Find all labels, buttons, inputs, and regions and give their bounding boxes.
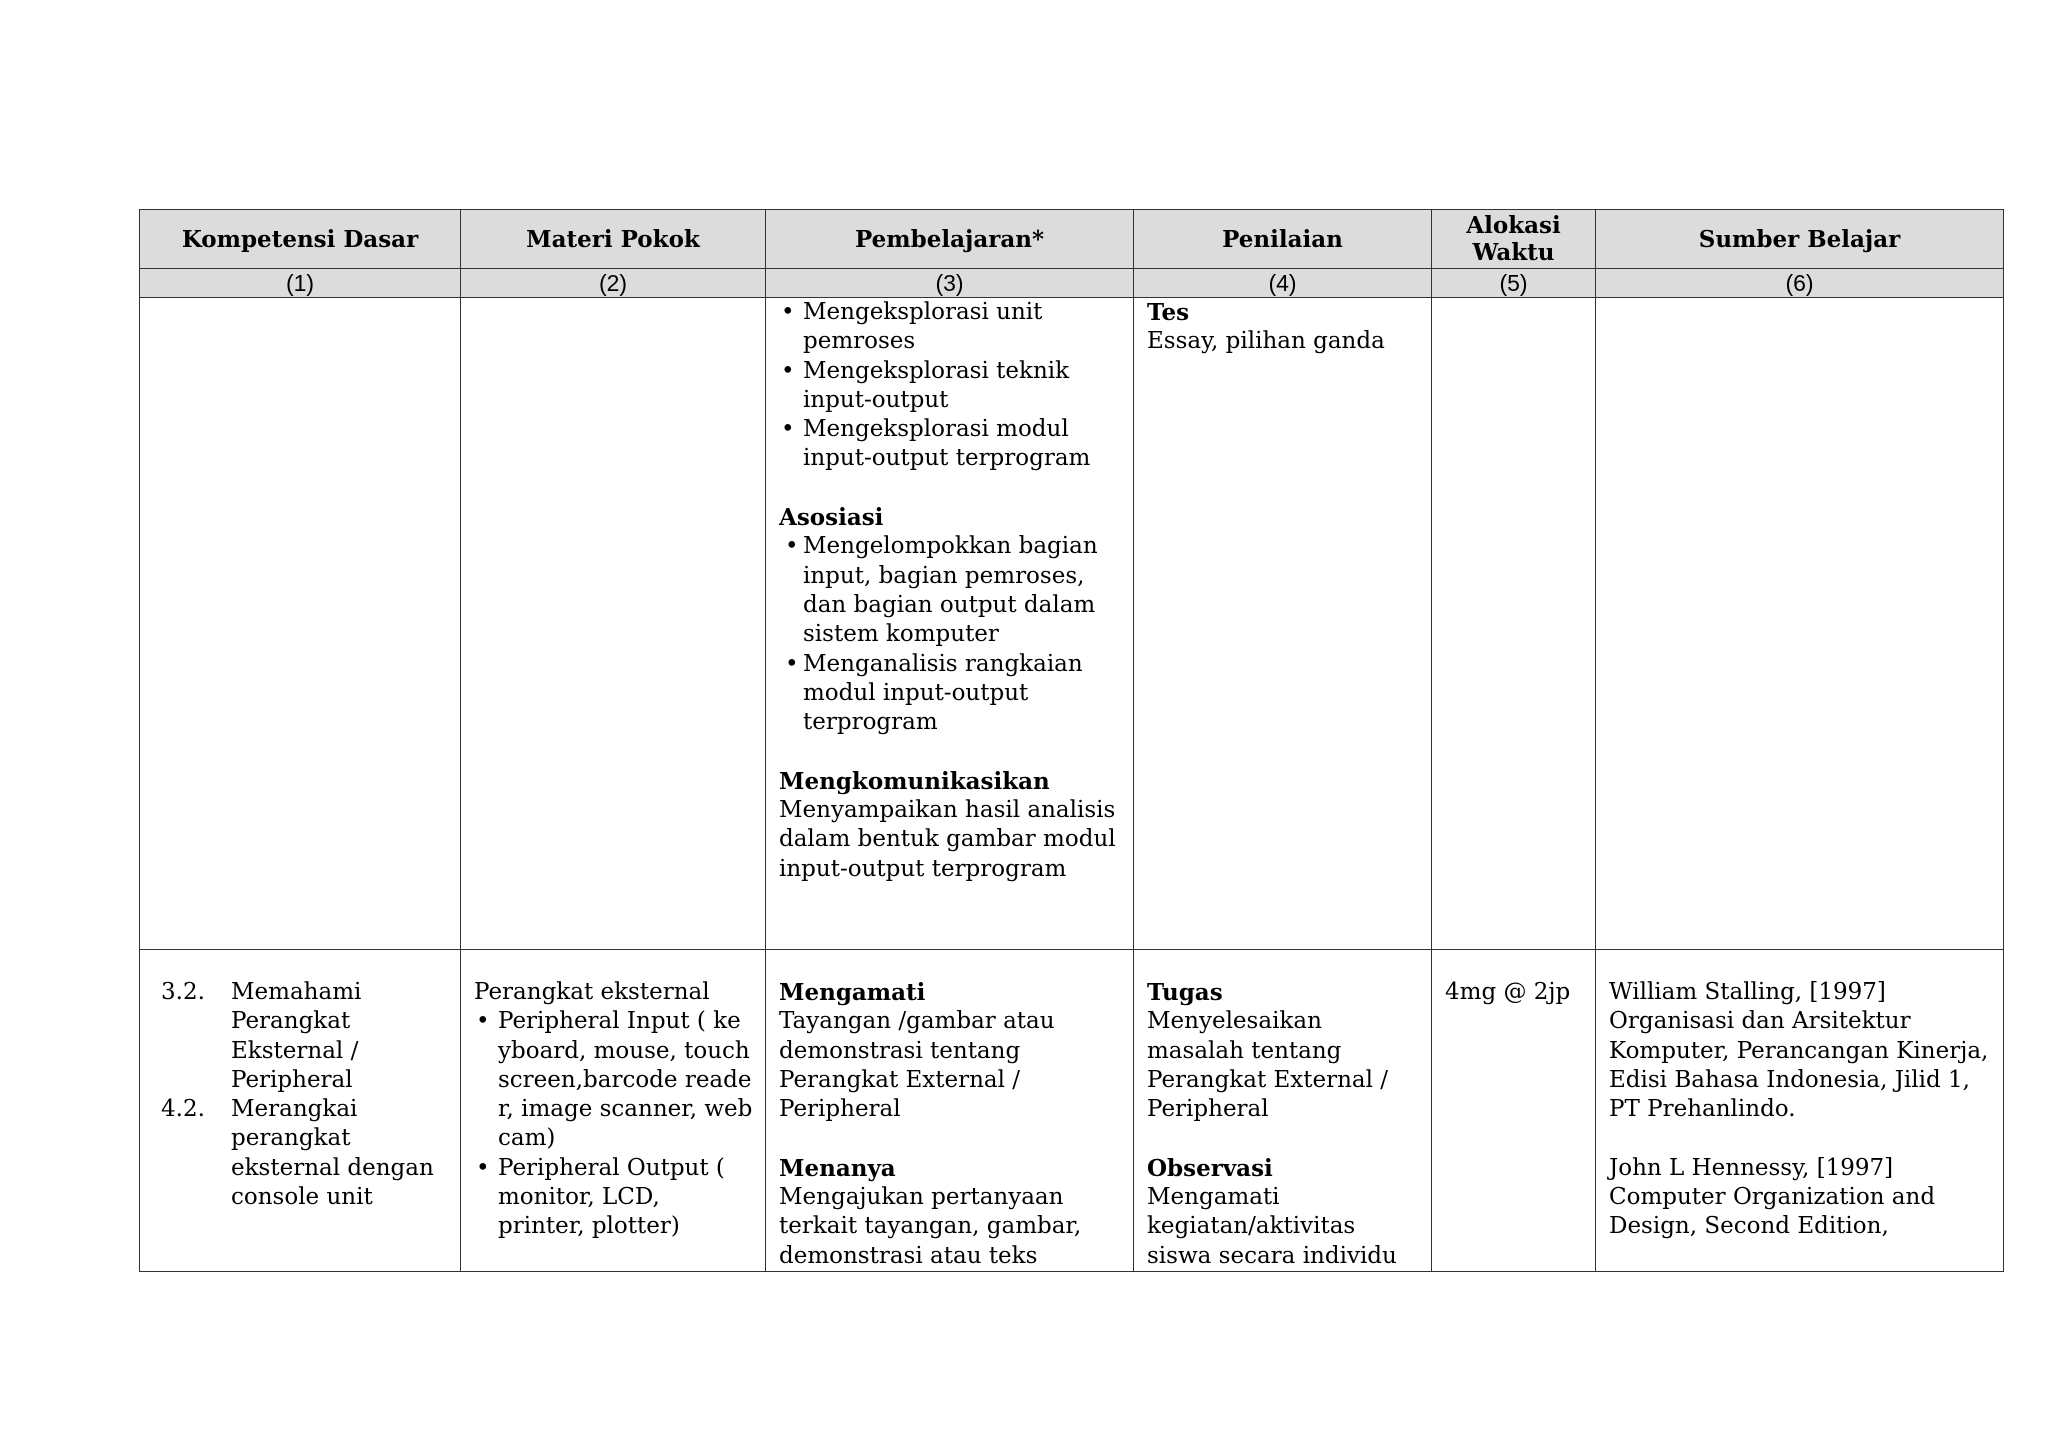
cell-sumber-belajar [1596,950,2004,1272]
materi-list [474,1007,753,1241]
list-item: • Mengeksplorasi unit pemroses [779,298,1121,357]
mengkomunikasikan-heading: Mengkomunikasikan [779,767,1050,795]
list-item: • Menganalisis rangkaian modul input-output terprogram [779,650,1121,738]
materi-title: Perangkat eksternal [474,979,710,1005]
kompetensi-text: Merangkai perangkat eksternal dengan console unit [231,1096,434,1211]
kompetensi-item [158,1095,448,1212]
observasi-heading: Observasi [1147,1154,1273,1182]
header-penilaian: Penilaian [1134,210,1432,269]
header-number-1: (1) [140,269,461,298]
header-pembelajaran: Pembelajaran* [766,210,1134,269]
table-row [140,950,2004,1272]
asosiasi-heading: Asosiasi [779,504,884,532]
document-page [139,209,2003,1272]
syllabus-table [139,209,2004,1272]
mengkomunikasikan-text: Menyampaikan hasil analisis dalam bentuk gambar modul input-output terprogram [779,797,1116,882]
kompetensi-number: 4.2. [161,1096,205,1123]
mengamati-text: Tayangan /gambar atau demonstrasi tentang Perangkat External / Peripheral [779,1008,1055,1123]
list-item: • Mengeksplorasi modul input-output terprogram [779,415,1121,474]
observasi-text: Mengamati kegiatan/aktivitas siswa secara individu [1147,1184,1397,1269]
header-number-4: (4) [1134,269,1432,298]
table-header-row [140,210,2004,269]
header-number-2: (2) [461,269,766,298]
alokasi-value: 4mg @ 2jp [1445,979,1571,1005]
tes-text: Essay, pilihan ganda [1147,328,1385,355]
cell-materi-pokok [461,950,766,1272]
list-item: • Peripheral Input ( keyboard, mouse, touchscreen,barcode reader, image scanner, webcam) [474,1007,753,1153]
cell-pembelajaran [766,298,1134,950]
cell-pembelajaran [766,950,1134,1272]
sumber-reference: William Stalling, [1997] Organisasi dan Arsitektur Komputer, Perancangan Kinerja, Edisi Bahasa Indonesia, Jilid 1, PT Prehanlindo. [1609,979,1989,1123]
asosiasi-list [779,532,1121,737]
cell-kompetensi-dasar [140,298,461,950]
menanya-text: Mengajukan pertanyaan terkait tayangan, gambar, demonstrasi atau teks [779,1184,1082,1269]
header-number-5: (5) [1432,269,1596,298]
cell-penilaian [1134,950,1432,1272]
kompetensi-item [158,978,448,1095]
kompetensi-number: 3.2. [161,979,205,1005]
mengamati-heading: Mengamati [779,979,926,1006]
header-alokasi-waktu: Alokasi Waktu [1432,210,1596,269]
cell-alokasi-waktu [1432,950,1596,1272]
list-item: • Peripheral Output ( monitor, LCD, printer, plotter) [474,1154,753,1242]
cell-penilaian [1134,298,1432,950]
tugas-text: Menyelesaikan masalah tentang Perangkat External / Peripheral [1147,1008,1389,1123]
cell-kompetensi-dasar [140,950,461,1272]
cell-materi-pokok [461,298,766,950]
header-materi-pokok: Materi Pokok [461,210,766,269]
table-header-number-row [140,269,2004,298]
exploration-list [779,298,1121,474]
tugas-heading: Tugas [1147,979,1223,1006]
tes-heading: Tes [1147,299,1190,326]
header-kompetensi-dasar: Kompetensi Dasar [140,210,461,269]
header-number-3: (3) [766,269,1134,298]
menanya-heading: Menanya [779,1154,896,1182]
cell-alokasi-waktu [1432,298,1596,950]
header-sumber-belajar: Sumber Belajar [1596,210,2004,269]
list-item: • Mengelompokkan bagian input, bagian pemroses, dan bagian output dalam sistem komputer [779,532,1121,649]
sumber-reference: John L Hennessy, [1997] Computer Organization and Design, Second Edition, [1609,1154,1936,1240]
cell-sumber-belajar [1596,298,2004,950]
list-item: • Mengeksplorasi teknik input-output [779,357,1121,416]
table-row [140,298,2004,950]
kompetensi-text: Memahami Perangkat Eksternal / Peripheral [231,979,362,1093]
header-number-6: (6) [1596,269,2004,298]
